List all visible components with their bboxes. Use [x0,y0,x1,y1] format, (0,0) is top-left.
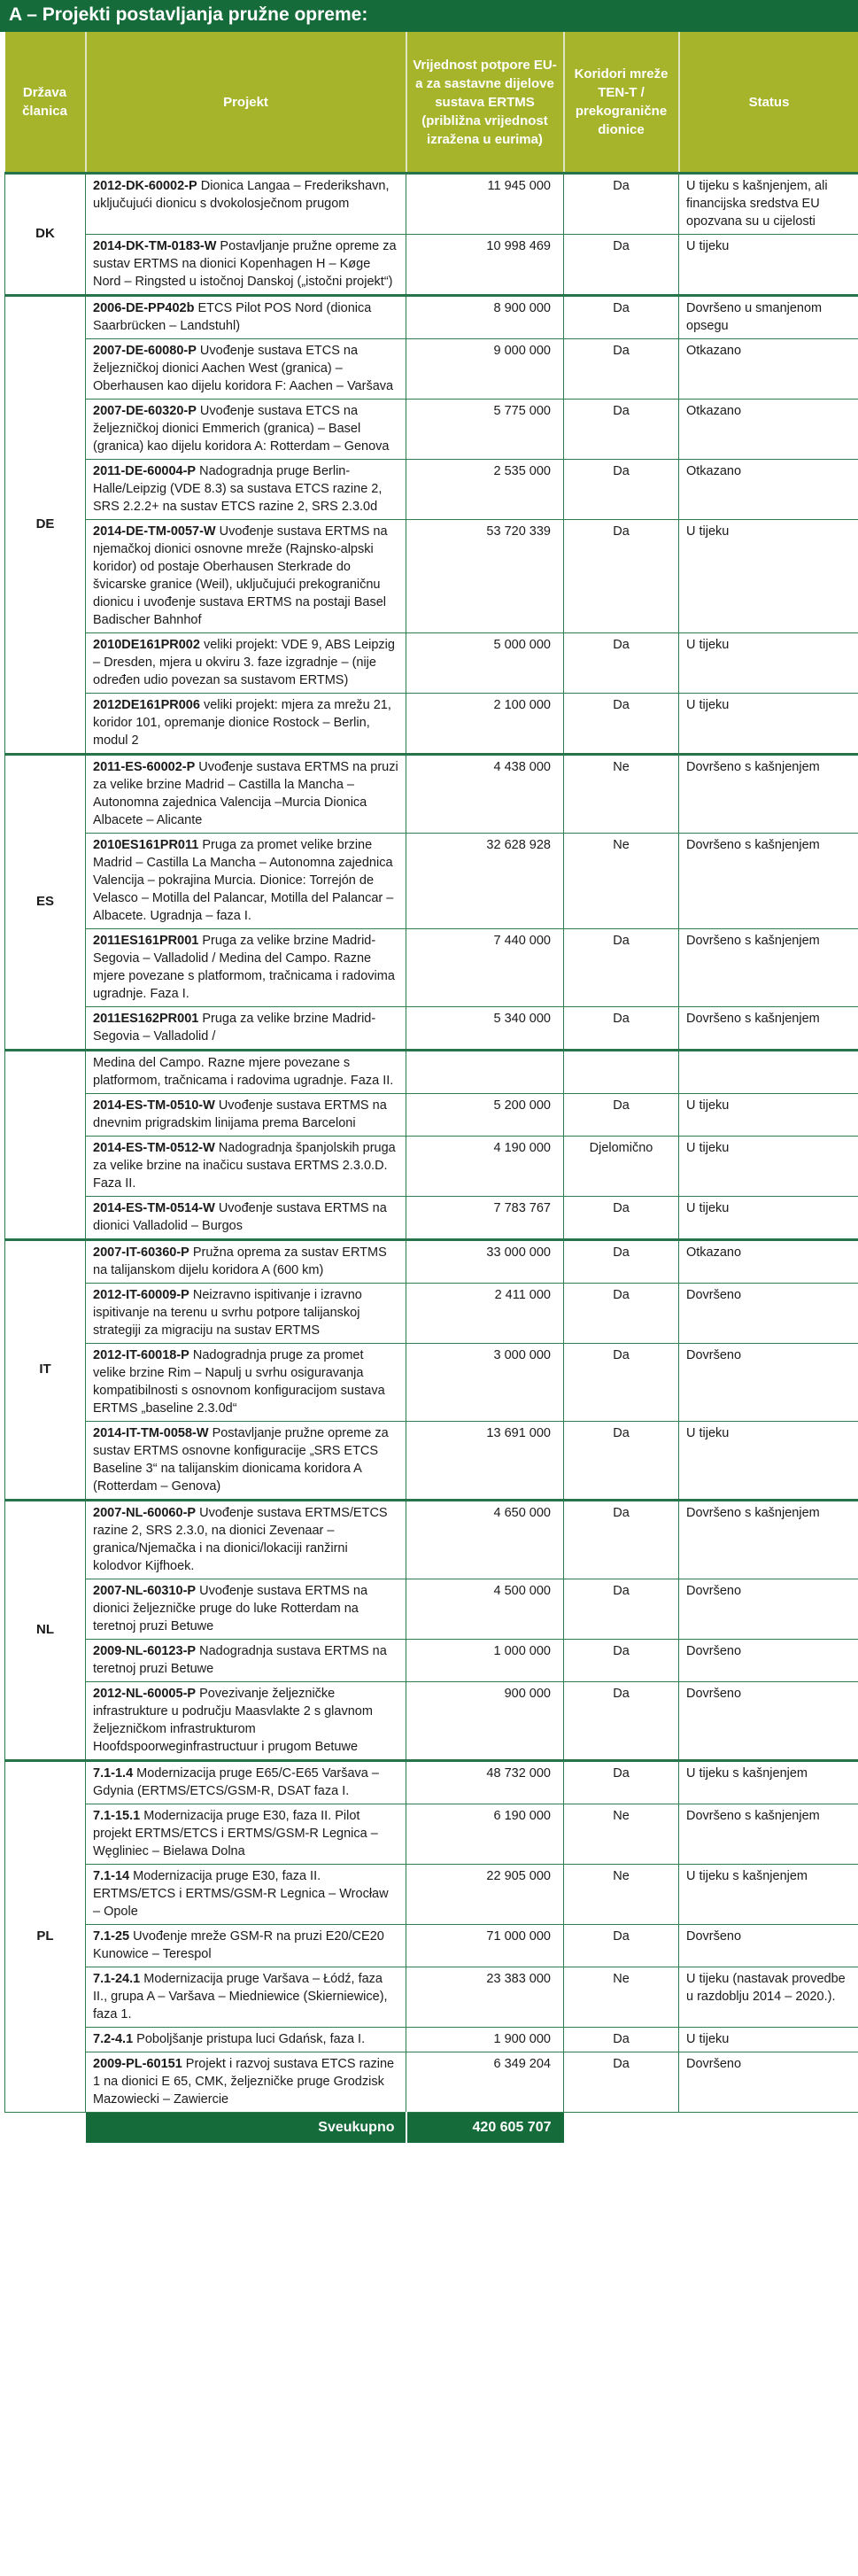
table-row [5,929,858,1007]
project-description: Modernizacija pruge E30, faza II. ERTMS/ETCS i ERTMS/GSM-R Legnica – Wrocław – Opole [93,1869,389,1919]
project-cell [86,1925,406,1967]
project-description: Uvođenje mreže GSM-R na pruzi E20/CE20 Kunowice – Terespol [93,1929,384,1961]
value-cell: 4 650 000 [406,1501,564,1579]
table-row [5,1344,858,1422]
table-row [5,339,858,400]
tent-cell: Da [564,1007,679,1051]
project-description: Uvođenje sustava ETCS na željezničkoj dionici Aachen West (granica) – Oberhausen kao dijelu koridora F: Aachen – Varšava [93,344,394,393]
table-row [5,400,858,460]
tent-cell: Da [564,1579,679,1640]
table-row [5,1925,858,1967]
project-description: Postavljanje pružne opreme za sustav ERTMS osnovne konfiguracije „SRS ETCS Baseline 3“ na talijanskim dionicama koridora A (Rotterdam – Genova) [93,1426,389,1494]
tent-cell: Da [564,1640,679,1682]
project-id: 2007-IT-60360-P [93,1245,189,1260]
value-cell: 2 535 000 [406,460,564,520]
project-id: 2010ES161PR011 [93,838,199,852]
table-row [5,2052,858,2113]
project-cell [86,1967,406,2028]
tent-cell: Da [564,1422,679,1501]
tent-cell: Da [564,1284,679,1344]
project-cell [86,296,406,339]
table-row [5,755,858,834]
status-cell: Otkazano [679,339,858,400]
table-row [5,1967,858,2028]
table-row [5,1094,858,1137]
status-cell: Otkazano [679,460,858,520]
project-cell [86,834,406,929]
total-label: Sveukupno [86,2113,406,2144]
value-cell: 7 783 767 [406,1197,564,1240]
project-description: Pruga za velike brzine Madrid-Segovia – Valladolid / [93,1012,376,1044]
project-cell [86,694,406,755]
project-cell [86,1051,406,1094]
table-row [5,1007,858,1051]
value-cell: 5 200 000 [406,1094,564,1137]
value-cell: 33 000 000 [406,1240,564,1284]
tent-cell: Da [564,460,679,520]
value-cell: 4 438 000 [406,755,564,834]
status-cell: U tijeku s kašnjenjem [679,1865,858,1925]
tent-cell [564,1051,679,1094]
project-cell [86,755,406,834]
table-row [5,296,858,339]
project-cell [86,1804,406,1865]
project-cell [86,1761,406,1804]
project-description: Medina del Campo. Razne mjere povezane s platformom, tračnicama i radovima ugradnje. Faza II. [93,1056,394,1088]
project-description: Modernizacija pruge E65/C-E65 Varšava – Gdynia (ERTMS/ETCS/GSM-R, DSAT faza I. [93,1766,379,1798]
table-footer [5,2113,858,2144]
tent-cell: Ne [564,834,679,929]
country-cell: DE [5,296,86,755]
project-description: Uvođenje sustava ERTMS na njemačkoj dionici osnovne mreže (Rajnsko-alpski koridor) od postaje Oberhausen Sterkrade do švicarske granice (Weil), uključujući prekograničnu dionicu i uvođenje sustava ERTMS na postaji Basel Badischer Bahnhof [93,524,388,627]
column-header-status: Status [679,32,858,174]
project-cell [86,339,406,400]
tent-cell: Da [564,296,679,339]
status-cell: Dovršeno [679,1925,858,1967]
table-row [5,1051,858,1094]
project-cell [86,235,406,296]
project-cell [86,929,406,1007]
project-id: 2011-ES-60002-P [93,760,196,774]
column-header-value: Vrijednost potpore EU-a za sastavne dijelove sustava ERTMS (približna vrijednost izražena u eurima) [406,32,564,174]
status-cell: Dovršeno u smanjenom opsegu [679,296,858,339]
table-row [5,1682,858,1761]
project-id: 2012-DK-60002-P [93,179,197,193]
tent-cell: Da [564,520,679,633]
country-cell: PL [5,1761,86,2113]
status-cell: U tijeku [679,1137,858,1197]
project-id: 7.1-14 [93,1869,130,1883]
project-cell [86,1682,406,1761]
project-id: 2012-NL-60005-P [93,1687,197,1701]
project-cell [86,460,406,520]
project-description: Nadogradnja sustava ERTMS na teretnoj pruzi Betuwe [93,1644,387,1676]
tent-cell: Da [564,694,679,755]
project-description: Modernizacija pruge E30, faza II. Pilot projekt ERTMS/ETCS i ERTMS/GSM-R Legnica – Węgliniec – Bielawa Dolna [93,1809,378,1858]
project-id: 2014-ES-TM-0512-W [93,1141,215,1155]
table-row [5,1137,858,1197]
tent-cell: Da [564,1197,679,1240]
project-cell [86,1422,406,1501]
project-id: 2014-ES-TM-0510-W [93,1098,215,1113]
total-value: 420 605 707 [406,2113,564,2144]
tent-cell: Da [564,1925,679,1967]
status-cell: Dovršeno [679,2052,858,2113]
project-cell [86,520,406,633]
value-cell: 9 000 000 [406,339,564,400]
tent-cell: Da [564,1094,679,1137]
project-id: 7.1-25 [93,1929,130,1944]
value-cell: 6 190 000 [406,1804,564,1865]
status-cell: U tijeku [679,694,858,755]
tent-cell: Ne [564,1865,679,1925]
section-title: A – Projekti postavljanja pružne opreme: [0,0,858,32]
project-id: 2007-NL-60060-P [93,1506,197,1520]
tent-cell: Da [564,929,679,1007]
tent-cell: Da [564,400,679,460]
value-cell: 23 383 000 [406,1967,564,2028]
table-row [5,1501,858,1579]
value-cell: 2 411 000 [406,1284,564,1344]
tent-cell: Ne [564,1967,679,2028]
project-description: Pruga za promet velike brzine Madrid – Castilla La Mancha – Autonomna zajednica Valencija – pokrajina Murcia. Dionice: Torrejón de Velasco – Motilla del Palancar, Motilla del Palancar – Albacete. Ugradnja – faza I. [93,838,394,923]
project-cell [86,2052,406,2113]
project-id: 2011-DE-60004-P [93,464,197,478]
table-row [5,460,858,520]
project-id: 7.2-4.1 [93,2032,134,2046]
table-body [5,174,858,2113]
table-row [5,1197,858,1240]
tent-cell: Da [564,1240,679,1284]
value-cell: 3 000 000 [406,1344,564,1422]
table-header [5,32,858,174]
status-cell [679,1051,858,1094]
status-cell: U tijeku (nastavak provedbe u razdoblju 2014 – 2020.). [679,1967,858,2028]
status-cell: Otkazano [679,1240,858,1284]
country-cell: IT [5,1240,86,1501]
tent-cell: Da [564,1761,679,1804]
status-cell: U tijeku [679,1422,858,1501]
total-row [5,2113,858,2144]
column-header-project: Projekt [86,32,406,174]
value-cell: 1 000 000 [406,1640,564,1682]
value-cell [406,1051,564,1094]
project-id: 2006-DE-PP402b [93,301,195,315]
project-id: 2011ES161PR001 [93,934,199,948]
country-cell: DK [5,174,86,296]
value-cell: 48 732 000 [406,1761,564,1804]
project-id: 2014-ES-TM-0514-W [93,1201,215,1215]
status-cell: Dovršeno s kašnjenjem [679,1804,858,1865]
project-description: Pruga za velike brzine Madrid-Segovia – Valladolid / Medina del Campo. Razne mjere povezane s platformom, tračnicama i radovima ugradnje. Faza I. [93,934,395,1001]
tent-cell: Djelomično [564,1137,679,1197]
project-cell [86,1007,406,1051]
status-cell: Dovršeno s kašnjenjem [679,755,858,834]
project-cell [86,1344,406,1422]
table-row [5,1804,858,1865]
status-cell: Dovršeno s kašnjenjem [679,834,858,929]
status-cell: Dovršeno s kašnjenjem [679,929,858,1007]
footer-blank-tent [564,2113,679,2144]
table-row [5,694,858,755]
footer-blank-status [679,2113,858,2144]
project-id: 2009-NL-60123-P [93,1644,197,1658]
project-cell [86,1094,406,1137]
status-cell: U tijeku [679,1094,858,1137]
project-description: veliki projekt: VDE 9, ABS Leipzig – Dresden, mjera u okviru 3. faze izgradnje – (nije određen udio povezan sa sustavom ERTMS) [93,638,395,687]
status-cell: Dovršeno s kašnjenjem [679,1501,858,1579]
value-cell: 10 998 469 [406,235,564,296]
value-cell: 5 000 000 [406,633,564,694]
project-cell [86,1284,406,1344]
project-id: 2007-DE-60080-P [93,344,197,358]
table-row [5,235,858,296]
status-cell: U tijeku s kašnjenjem, ali financijska sredstva EU opozvana su u cijelosti [679,174,858,235]
project-cell [86,1501,406,1579]
value-cell: 8 900 000 [406,296,564,339]
project-description: veliki projekt: mjera za mrežu 21, koridor 101, opremanje dionice Rostock – Berlin, modul 2 [93,698,391,748]
project-description: Poboljšanje pristupa luci Gdańsk, faza I. [133,2032,366,2046]
project-description: Uvođenje sustava ERTMS na dnevnim prigradskim linijama prema Barceloni [93,1098,387,1130]
project-id: 2014-IT-TM-0058-W [93,1426,209,1440]
tent-cell: Ne [564,755,679,834]
project-id: 2011ES162PR001 [93,1012,199,1026]
value-cell: 22 905 000 [406,1865,564,1925]
status-cell: Otkazano [679,400,858,460]
value-cell: 2 100 000 [406,694,564,755]
table-row [5,1284,858,1344]
value-cell: 32 628 928 [406,834,564,929]
status-cell: Dovršeno s kašnjenjem [679,1007,858,1051]
column-header-tent: Koridori mreže TEN-T / prekogranične dionice [564,32,679,174]
tent-cell: Da [564,339,679,400]
value-cell: 5 340 000 [406,1007,564,1051]
project-description: Pružna oprema za sustav ERTMS na talijanskom dijelu koridora A (600 km) [93,1245,387,1277]
tent-cell: Da [564,1682,679,1761]
project-description: Uvođenje sustava ERTMS na dionici Valladolid – Burgos [93,1201,387,1233]
project-description: Nadogradnja španjolskih pruga za velike brzine na inačicu sustava ERTMS 2.3.0.D. Faza II. [93,1141,396,1191]
project-description: Neizravno ispitivanje i izravno ispitivanje na terenu u svrhu potpore talijanskoj strategiji za migraciju na sustav ERTMS [93,1288,362,1338]
project-description: Uvođenje sustava ERTMS na dionici željezničke pruge do luke Rotterdam na teretnoj pruzi Betuwe [93,1584,368,1633]
country-cell: ES [5,755,86,1051]
table-row [5,1640,858,1682]
project-cell [86,400,406,460]
project-cell [86,1579,406,1640]
status-cell: Dovršeno [679,1579,858,1640]
project-cell [86,1865,406,1925]
project-id: 2012-IT-60009-P [93,1288,189,1302]
project-description: Nadogradnja pruge za promet velike brzine Rim – Napulj u svrhu osiguravanja kompatibilnosti s osnovnom konfiguracijom sustava ERTMS „baseline 2.3.0d“ [93,1348,385,1416]
value-cell: 6 349 204 [406,2052,564,2113]
value-cell: 4 500 000 [406,1579,564,1640]
value-cell: 11 945 000 [406,174,564,235]
status-cell: Dovršeno [679,1640,858,1682]
status-cell: U tijeku [679,2028,858,2052]
project-cell [86,1197,406,1240]
project-description: Uvođenje sustava ERTMS/ETCS razine 2, SRS 2.3.0, na dionici Zevenaar – granica/Njemačka i na dionici/lokaciji ranžirni kolodvor Kijfhoek. [93,1506,388,1573]
country-cell [5,1051,86,1240]
value-cell: 5 775 000 [406,400,564,460]
project-description: Modernizacija pruge Varšava – Łódź, faza II., grupa A – Varšava – Miedniewice (Skierniewice), faza 1. [93,1972,388,2021]
value-cell: 900 000 [406,1682,564,1761]
project-id: 7.1-15.1 [93,1809,141,1823]
table-row [5,1579,858,1640]
tent-cell: Da [564,1344,679,1422]
project-cell [86,1240,406,1284]
status-cell: U tijeku s kašnjenjem [679,1761,858,1804]
project-id: 2012-IT-60018-P [93,1348,189,1362]
project-id: 2009-PL-60151 [93,2057,182,2071]
table-row [5,174,858,235]
status-cell: U tijeku [679,633,858,694]
project-id: 2014-DE-TM-0057-W [93,524,216,539]
project-id: 2007-DE-60320-P [93,404,197,418]
project-description: Postavljanje pružne opreme za sustav ERTMS na dionici Kopenhagen H – Køge Nord – Ringsted u istočnoj Danskoj („istočni projekt“) [93,239,397,289]
project-cell [86,1137,406,1197]
value-cell: 53 720 339 [406,520,564,633]
table-row [5,2028,858,2052]
tent-cell: Da [564,235,679,296]
project-description: ETCS Pilot POS Nord (dionica Saarbrücken – Landstuhl) [93,301,372,333]
tent-cell: Da [564,2028,679,2052]
table-row [5,1240,858,1284]
project-cell [86,633,406,694]
tent-cell: Da [564,174,679,235]
tent-cell: Da [564,633,679,694]
tent-cell: Da [564,2052,679,2113]
project-cell [86,174,406,235]
project-description: Projekt i razvoj sustava ETCS razine 1 na dionici E 65, CMK, željezničke pruge Grodzisk Mazowiecki – Zawiercie [93,2057,395,2107]
table-row [5,834,858,929]
value-cell: 13 691 000 [406,1422,564,1501]
status-cell: U tijeku [679,520,858,633]
project-id: 2007-NL-60310-P [93,1584,197,1598]
table-row [5,1761,858,1804]
column-header-country: Država članica [5,32,86,174]
project-id: 7.1-24.1 [93,1972,141,1986]
project-id: 2012DE161PR006 [93,698,200,712]
status-cell: Dovršeno [679,1284,858,1344]
status-cell: Dovršeno [679,1344,858,1422]
projects-table [4,32,858,2143]
table-row [5,520,858,633]
status-cell: U tijeku [679,1197,858,1240]
value-cell: 7 440 000 [406,929,564,1007]
table-row [5,1865,858,1925]
table-row [5,633,858,694]
project-description: Povezivanje željezničke infrastrukture u području Maasvlakte 2 s glavnom željezničkom infrastrukturom Hoofdspoorweginfrastructuur i prugom Betuwe [93,1687,373,1754]
country-cell: NL [5,1501,86,1761]
project-id: 7.1-1.4 [93,1766,134,1781]
value-cell: 71 000 000 [406,1925,564,1967]
project-cell [86,2028,406,2052]
project-cell [86,1640,406,1682]
tent-cell: Ne [564,1804,679,1865]
project-id: 2010DE161PR002 [93,638,200,652]
tent-cell: Da [564,1501,679,1579]
status-cell: Dovršeno [679,1682,858,1761]
project-id: 2014-DK-TM-0183-W [93,239,217,253]
value-cell: 4 190 000 [406,1137,564,1197]
project-description: Uvođenje sustava ERTMS na pruzi za velike brzine Madrid – Castilla la Mancha – Autonomna zajednica Valencija –Murcia Dionica Albacete – Alicante [93,760,398,827]
project-description: Dionica Langaa – Frederikshavn, uključujući dionicu s dvokolosječnom prugom [93,179,390,211]
status-cell: U tijeku [679,235,858,296]
project-description: Uvođenje sustava ETCS na željezničkoj dionici Emmerich (granica) – Basel (granica) kao dijelu koridora A: Rotterdam – Genova [93,404,390,454]
project-description: Nadogradnja pruge Berlin-Halle/Leipzig (VDE 8.3) sa sustava ETCS razine 2, SRS 2.2.2+ na sustav ETCS razine 2, SRS 2.3.0d [93,464,383,514]
value-cell: 1 900 000 [406,2028,564,2052]
footer-blank-left [5,2113,86,2144]
table-row [5,1422,858,1501]
